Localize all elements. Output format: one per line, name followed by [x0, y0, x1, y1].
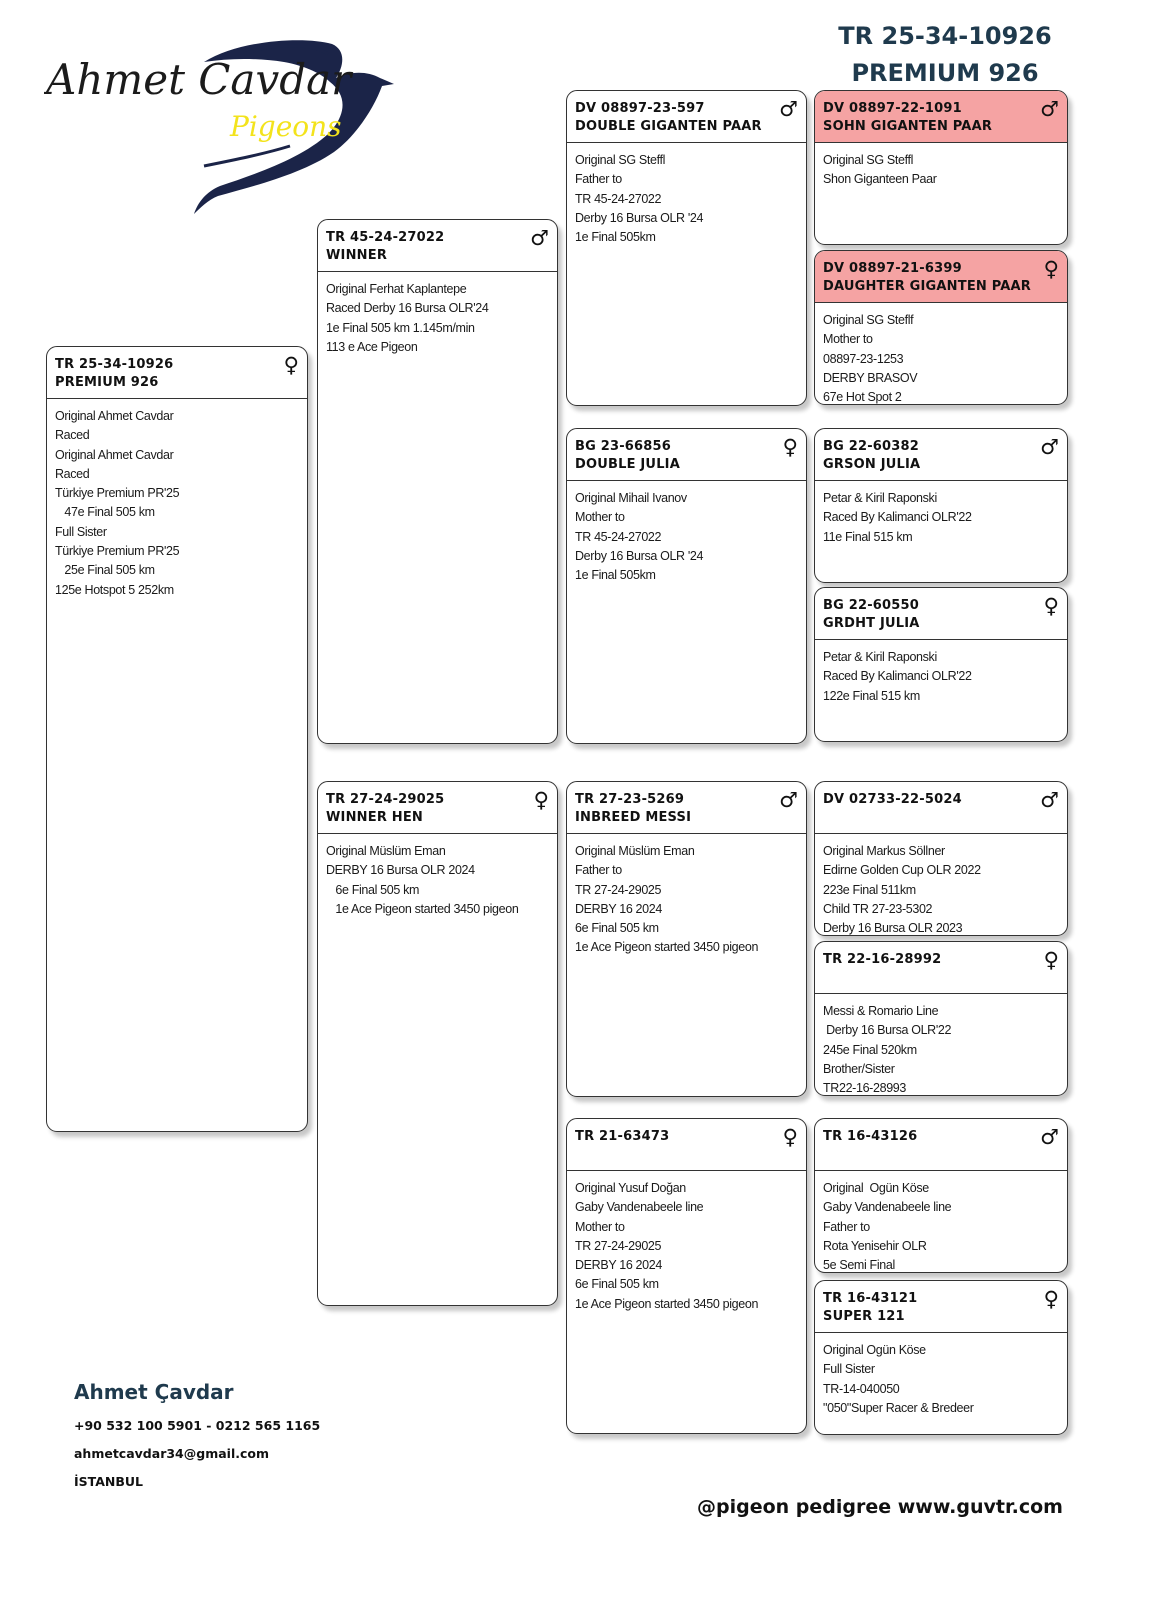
note-line: Original Yusuf Doğan — [575, 1181, 686, 1195]
pedigree-card-dam-sire — [566, 781, 807, 1097]
pigeon-name: DOUBLE GIGANTEN PAAR — [575, 119, 762, 134]
card-header — [815, 1281, 1067, 1333]
note-line: Mother to — [575, 1219, 625, 1234]
pedigree-card-dds — [814, 1118, 1068, 1273]
note-line: Original Ahmet Cavdar — [55, 447, 174, 462]
ring-number: TR 45-24-27022 — [326, 230, 445, 245]
pigeon-name: SOHN GIGANTEN PAAR — [823, 119, 993, 134]
card-notes — [567, 481, 806, 593]
note-line: Child TR 27-23-5302 — [823, 901, 933, 916]
note-line: Original Müslüm Eman — [575, 844, 695, 858]
pigeon-name: DOUBLE JULIA — [575, 457, 680, 472]
pigeon-name: DAUGHTER GIGANTEN PAAR — [823, 279, 1031, 294]
note-line: Father to — [823, 1219, 870, 1234]
pigeon-name: WINNER — [326, 248, 388, 263]
card-header — [815, 782, 1067, 834]
ring-number: TR 27-23-5269 — [575, 792, 685, 807]
note-line: Petar & Kiril Raponski — [823, 650, 937, 664]
card-header — [815, 588, 1067, 640]
pedigree-card-subject — [46, 346, 308, 1132]
note-line: DERBY 16 Bursa OLR 2024 — [326, 863, 475, 878]
note-line: TR-14-040050 — [823, 1381, 900, 1396]
card-header — [318, 782, 557, 834]
logo-line2: Pigeons — [230, 110, 342, 143]
ring-number: BG 22-60382 — [823, 439, 920, 454]
card-notes — [47, 399, 307, 608]
phone-numbers[interactable]: +90 532 100 5901 - 0212 565 1165 — [74, 1418, 321, 1433]
ring-number: TR 22-16-28992 — [823, 952, 942, 967]
pedigree-card-sdd — [814, 587, 1068, 742]
male-icon: ♂ — [779, 788, 798, 812]
note-line: Derby 16 Bursa OLR 2023 — [823, 921, 963, 936]
note-line: Gaby Vandenabeele line — [575, 1200, 704, 1215]
male-icon: ♂ — [779, 97, 798, 121]
pedigree-card-ssd — [814, 250, 1068, 405]
note-line: Messi & Romario Line — [823, 1004, 939, 1018]
note-line: 1e Final 505 km 1.145m/min — [326, 320, 475, 335]
card-notes — [815, 143, 1067, 198]
ring-number: TR 25-34-10926 — [55, 357, 174, 372]
female-icon: ♀ — [782, 435, 798, 459]
note-line: Derby 16 Bursa OLR '24 — [575, 548, 704, 563]
note-line: 1e Ace Pigeon started 3450 pigeon — [575, 940, 759, 955]
note-line: Raced Derby 16 Bursa OLR'24 — [326, 301, 489, 316]
pedigree-card-sss — [814, 90, 1068, 245]
note-line: Father to — [575, 863, 622, 878]
ring-number: DV 02733-22-5024 — [823, 792, 962, 807]
card-header — [815, 429, 1067, 481]
male-icon: ♂ — [1040, 97, 1059, 121]
note-line: Edirne Golden Cup OLR 2022 — [823, 863, 981, 878]
female-icon: ♀ — [1043, 257, 1059, 281]
note-line: Raced By Kalimanci OLR'22 — [823, 510, 972, 525]
ring-number: TR 21-63473 — [575, 1129, 670, 1144]
note-line: 67e Hot Spot 2 — [823, 390, 902, 405]
note-line: 5e Semi Final — [823, 1258, 895, 1273]
card-notes — [567, 1171, 806, 1322]
note-line: Original SG Steffl — [823, 153, 914, 167]
male-icon: ♂ — [1040, 788, 1059, 812]
note-line: 113 e Ace Pigeon — [326, 339, 418, 354]
note-line: 25e Final 505 km — [55, 563, 155, 578]
male-icon: ♂ — [530, 226, 549, 250]
note-line: Father to — [575, 172, 622, 187]
note-line: Original Markus Söllner — [823, 844, 945, 858]
title-ring: TR 25-34-10926 — [838, 22, 1052, 50]
note-line: Raced — [55, 466, 90, 481]
note-line: 6e Final 505 km — [575, 921, 659, 936]
note-line: Full Sister — [55, 524, 107, 539]
note-line: 1e Final 505km — [575, 568, 656, 583]
note-line: Original Mihail Ivanov — [575, 491, 687, 505]
ring-number: TR 16-43126 — [823, 1129, 918, 1144]
female-icon: ♀ — [1043, 1287, 1059, 1311]
pedigree-card-dam — [317, 781, 558, 1306]
note-line: TR 45-24-27022 — [575, 529, 662, 544]
card-notes — [815, 640, 1067, 714]
pedigree-card-sire — [317, 219, 558, 744]
note-line: 6e Final 505 km — [326, 882, 420, 897]
note-line: 122e Final 515 km — [823, 688, 920, 703]
female-icon: ♀ — [533, 788, 549, 812]
note-line: Gaby Vandenabeele line — [823, 1200, 952, 1215]
note-line: 47e Final 505 km — [55, 505, 155, 520]
card-header — [567, 782, 806, 834]
ring-number: DV 08897-21-6399 — [823, 261, 962, 276]
pedigree-card-dss — [814, 781, 1068, 936]
pedigree-card-dam-dam — [566, 1118, 807, 1434]
pedigree-card-ddd — [814, 1280, 1068, 1435]
pigeon-name: GRDHT JULIA — [823, 616, 920, 631]
card-notes — [815, 303, 1067, 405]
pedigree-title — [820, 18, 1070, 92]
note-line: Full Sister — [823, 1362, 875, 1377]
note-line: Raced — [55, 428, 90, 443]
logo — [44, 36, 414, 220]
card-header — [815, 251, 1067, 303]
card-notes — [318, 272, 557, 365]
ring-number: BG 22-60550 — [823, 598, 920, 613]
note-line: Brother/Sister — [823, 1061, 895, 1076]
note-line: Original SG Steffl — [575, 153, 666, 167]
note-line: Rota Yenisehir OLR — [823, 1238, 927, 1253]
note-line: TR 27-24-29025 — [575, 882, 662, 897]
note-line: 125e Hotspot 5 252km — [55, 582, 174, 597]
ring-number: BG 23-66856 — [575, 439, 672, 454]
card-notes — [815, 1171, 1067, 1273]
note-line: 6e Final 505 km — [575, 1277, 659, 1292]
card-header — [47, 347, 307, 399]
pedigree-card-sds — [814, 428, 1068, 583]
note-line: 1e Ace Pigeon started 3450 pigeon — [575, 1296, 759, 1311]
note-line: TR 45-24-27022 — [575, 191, 662, 206]
ring-number: TR 16-43121 — [823, 1291, 918, 1306]
pedigree-card-dsd — [814, 941, 1068, 1096]
owner-name: Ahmet Çavdar — [74, 1380, 234, 1404]
female-icon: ♀ — [782, 1125, 798, 1149]
note-line: Original Ogün Köse — [823, 1343, 926, 1357]
pigeon-name: PREMIUM 926 — [55, 375, 159, 390]
female-icon: ♀ — [283, 353, 299, 377]
card-header — [567, 429, 806, 481]
note-line: Raced By Kalimanci OLR'22 — [823, 669, 972, 684]
note-line: Mother to — [823, 332, 873, 347]
note-line: TR 27-24-29025 — [575, 1238, 662, 1253]
note-line: Türkiye Premium PR'25 — [55, 544, 180, 559]
female-icon: ♀ — [1043, 594, 1059, 618]
male-icon: ♂ — [1040, 435, 1059, 459]
card-header — [815, 1119, 1067, 1171]
card-header — [815, 91, 1067, 143]
ring-number: TR 27-24-29025 — [326, 792, 445, 807]
note-line: TR22-16-28993 — [823, 1081, 907, 1096]
footer-website[interactable]: @pigeon pedigree www.guvtr.com — [696, 1496, 1063, 1518]
note-line: Türkiye Premium PR'25 — [55, 486, 180, 501]
note-line: Shon Giganteen Paar — [823, 172, 937, 187]
pigeon-name: WINNER HEN — [326, 810, 423, 825]
note-line: 11e Final 515 km — [823, 529, 913, 544]
dove-logo-icon — [44, 36, 414, 220]
card-notes — [567, 143, 806, 255]
note-line: 1e Ace Pigeon started 3450 pigeon — [326, 901, 519, 916]
card-notes — [318, 834, 557, 927]
pedigree-card-sire-sire — [566, 90, 807, 406]
card-notes — [815, 1333, 1067, 1426]
note-line: "050"Super Racer & Bredeer — [823, 1400, 974, 1415]
city: İSTANBUL — [74, 1474, 143, 1489]
note-line: Original SG Steflf — [823, 313, 914, 327]
note-line: Petar & Kiril Raponski — [823, 491, 937, 505]
note-line: 1e Final 505km — [575, 230, 656, 245]
note-line: DERBY 16 2024 — [575, 1258, 662, 1273]
male-icon: ♂ — [1040, 1125, 1059, 1149]
note-line: 245e Final 520km — [823, 1042, 917, 1057]
note-line: DERBY BRASOV — [823, 370, 918, 385]
card-notes — [815, 481, 1067, 555]
note-line: 223e Final 511km — [823, 882, 916, 897]
card-header — [567, 91, 806, 143]
note-line: Original Ahmet Cavdar — [55, 409, 174, 423]
card-header — [318, 220, 557, 272]
email-address[interactable]: ahmetcavdar34@gmail.com — [74, 1446, 269, 1461]
note-line: Derby 16 Bursa OLR '24 — [575, 210, 704, 225]
note-line: Original Ogün Köse — [823, 1181, 929, 1195]
note-line: Original Müslüm Eman — [326, 844, 446, 858]
note-line: DERBY 16 2024 — [575, 901, 662, 916]
pedigree-card-sire-dam — [566, 428, 807, 744]
note-line: Mother to — [575, 510, 625, 525]
card-header — [567, 1119, 806, 1171]
card-header — [815, 942, 1067, 994]
note-line: Derby 16 Bursa OLR'22 — [823, 1023, 952, 1038]
title-name: PREMIUM 926 — [851, 59, 1039, 87]
female-icon: ♀ — [1043, 948, 1059, 972]
note-line: Original Ferhat Kaplantepe — [326, 282, 467, 296]
card-notes — [567, 834, 806, 966]
logo-line1: Ahmet Cavdar — [46, 55, 352, 104]
card-notes — [815, 834, 1067, 936]
pigeon-name: SUPER 121 — [823, 1309, 905, 1324]
card-notes — [815, 994, 1067, 1096]
contact-block — [74, 1380, 320, 1502]
pigeon-name: INBREED MESSI — [575, 810, 692, 825]
pigeon-name: GRSON JULIA — [823, 457, 921, 472]
note-line: 08897-23-1253 — [823, 351, 904, 366]
ring-number: DV 08897-23-597 — [575, 101, 705, 116]
ring-number: DV 08897-22-1091 — [823, 101, 962, 116]
